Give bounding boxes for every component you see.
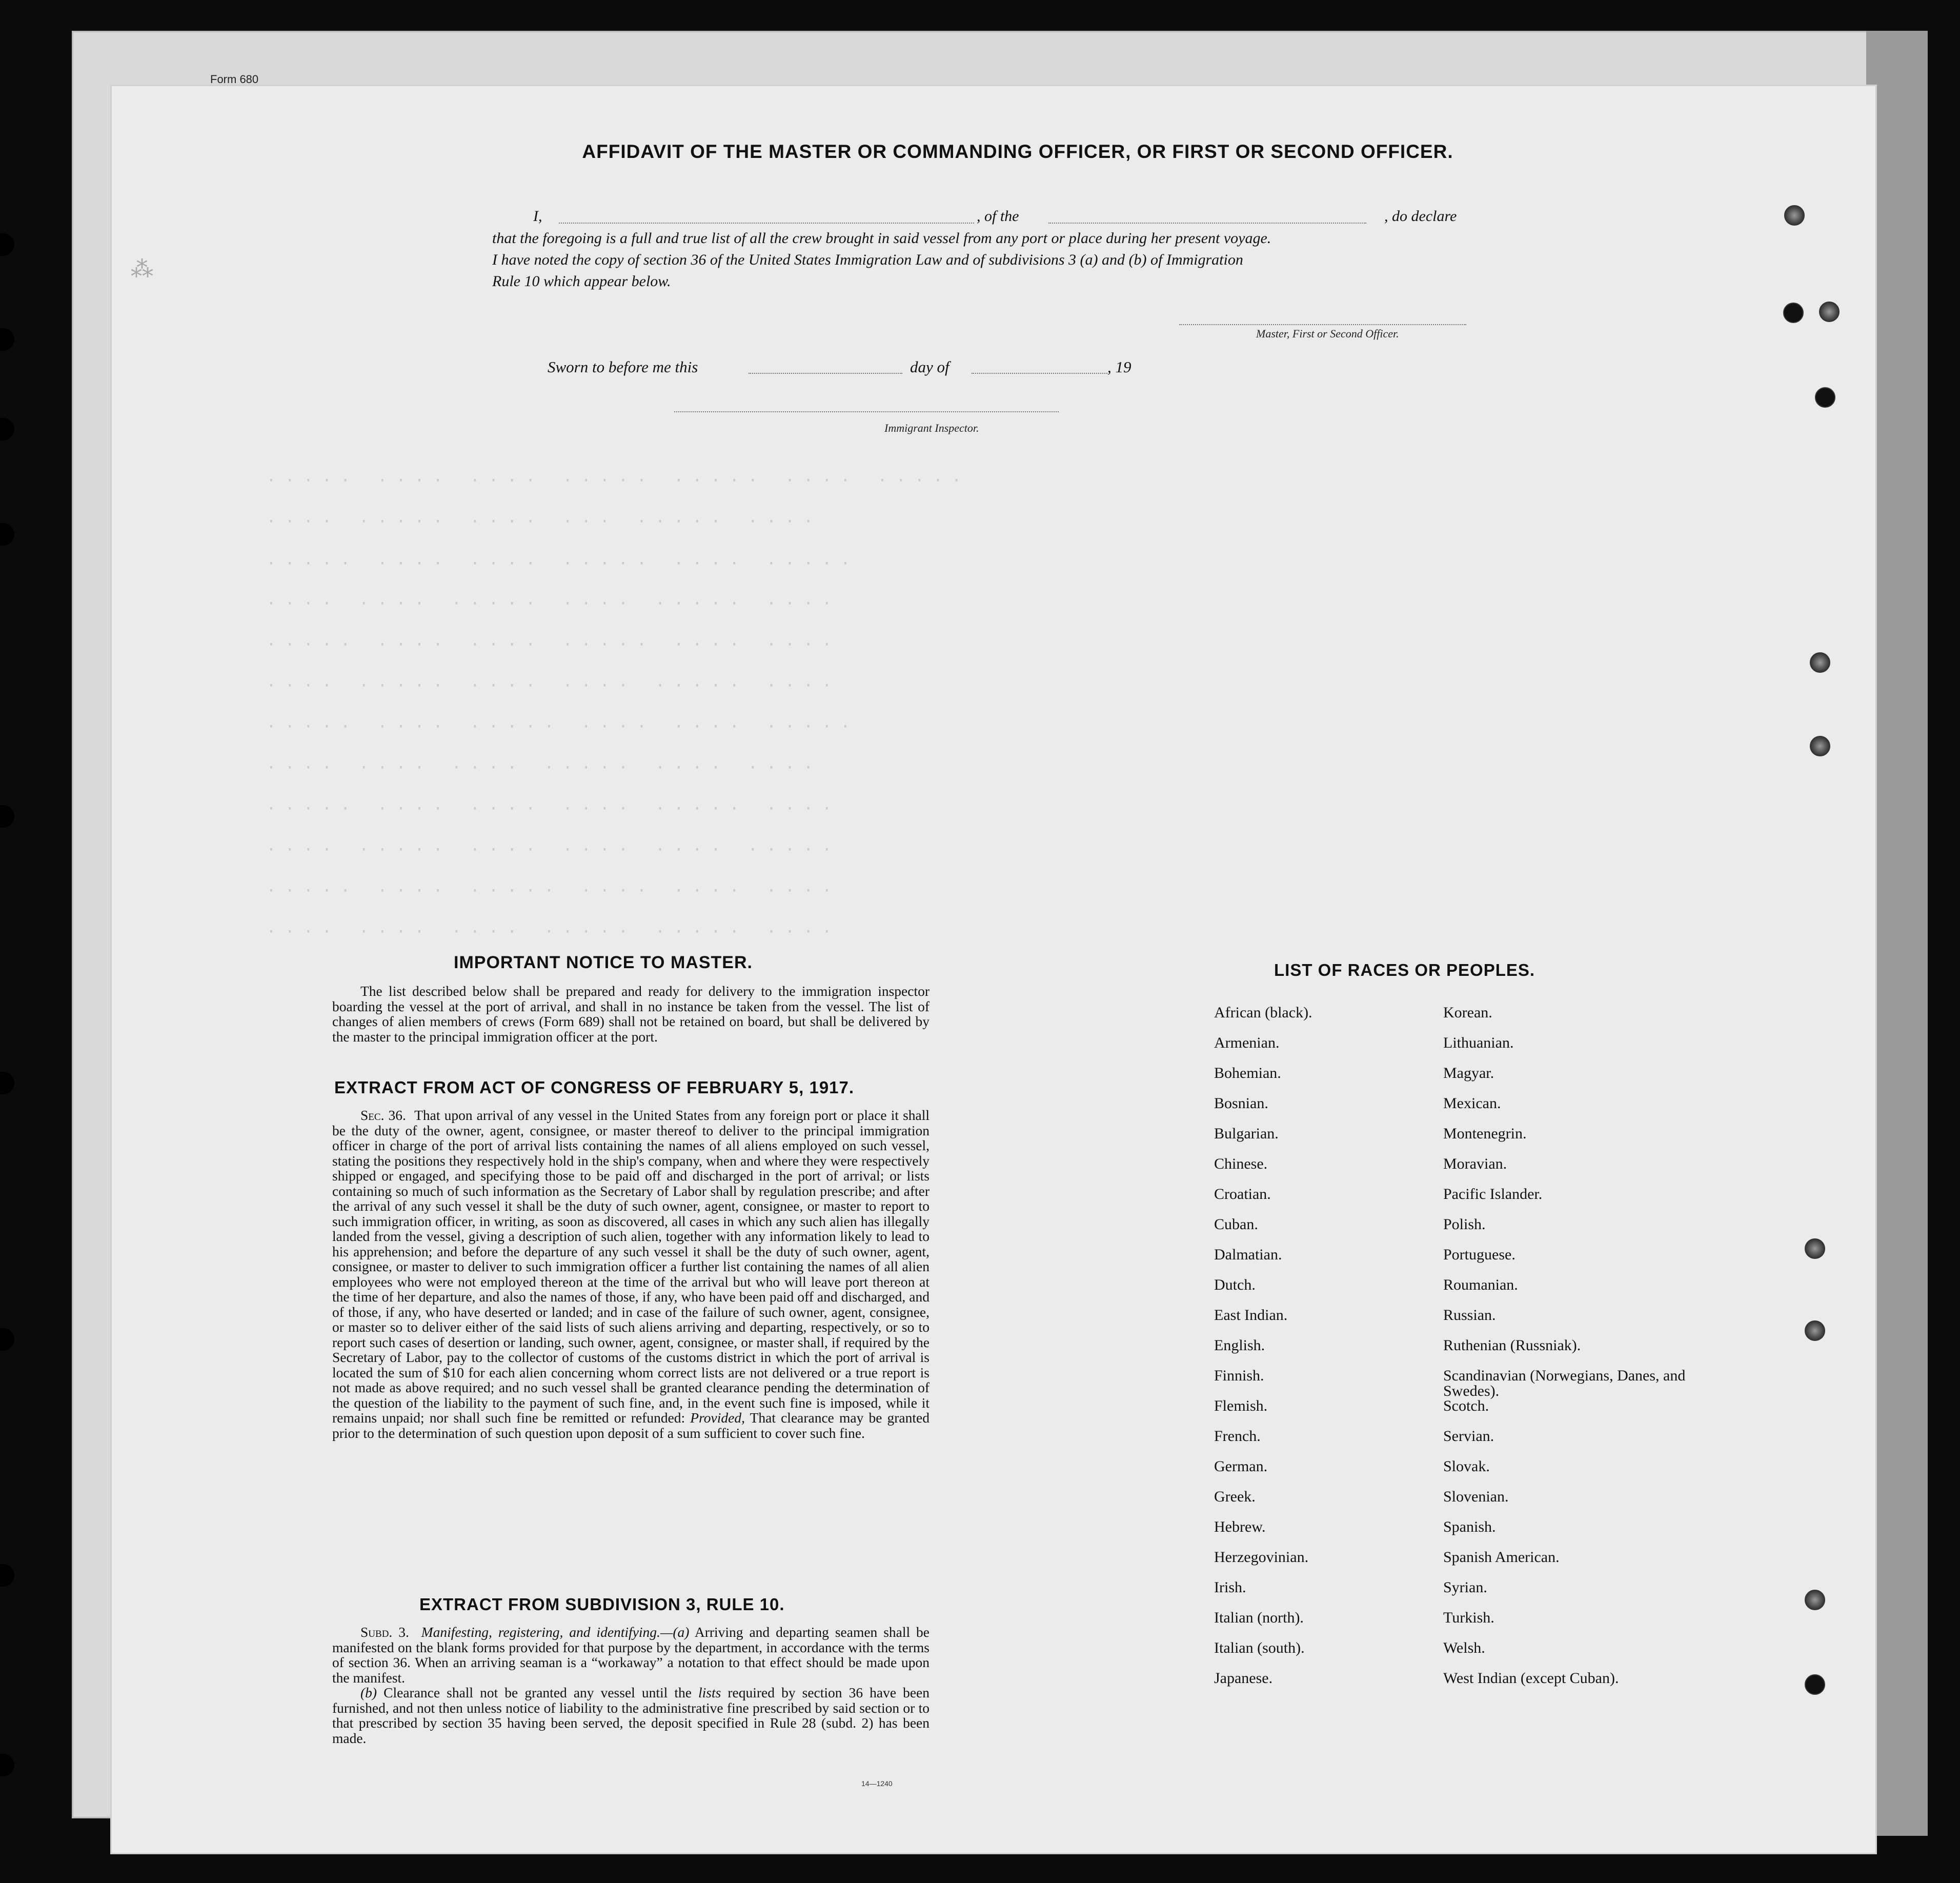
race-item: Pacific Islander. [1443, 1186, 1543, 1203]
rule-subd-b-label: (b) [360, 1685, 377, 1700]
race-item: Russian. [1443, 1307, 1496, 1324]
punch-hole [1810, 736, 1830, 756]
rule-subd-b [332, 1685, 930, 1746]
race-item: Spanish American. [1443, 1549, 1560, 1566]
race-item: Scotch. [1443, 1397, 1489, 1414]
binder-hole [0, 418, 14, 440]
race-item: Polish. [1443, 1216, 1486, 1233]
race-item: Hebrew. [1214, 1518, 1266, 1535]
binder-hole [0, 233, 14, 256]
binder-hole [0, 1754, 14, 1776]
punch-hole [1810, 652, 1830, 673]
punch-hole [1783, 303, 1804, 323]
sworn-day-of: day of [910, 358, 949, 376]
race-item: Magyar. [1443, 1065, 1494, 1081]
race-item: Lithuanian. [1443, 1034, 1514, 1051]
punch-hole [1805, 1320, 1825, 1341]
master-signature-caption: Master, First or Second Officer. [1256, 327, 1399, 340]
inspector-signature-caption: Immigrant Inspector. [884, 422, 979, 434]
act-section-label: Sec. 36. [360, 1107, 406, 1123]
race-item: Montenegrin. [1443, 1125, 1527, 1142]
bleed-through: · · · · · · · · · · · · · · · · · · · · · · · · · [267, 513, 813, 528]
declaration-of-the: , of the [977, 208, 1019, 225]
race-item: Syrian. [1443, 1579, 1487, 1596]
punch-hole [1805, 1674, 1825, 1695]
binder-hole [0, 523, 14, 546]
sworn-day-blank[interactable] [749, 372, 902, 374]
race-item: Slovak. [1443, 1458, 1490, 1475]
races-left-column [1214, 1005, 1312, 1701]
punch-hole [1784, 205, 1805, 226]
binder-hole [0, 1328, 14, 1351]
race-item: Spanish. [1443, 1518, 1496, 1535]
master-name-blank[interactable] [559, 222, 974, 224]
act-provided: Provided, [690, 1410, 745, 1426]
bleed-through: · · · · · · · · · · · · · · · · · · · · · · · · · · · · · · · · [267, 472, 961, 487]
race-item: Slovenian. [1443, 1488, 1509, 1505]
act-body-end: That clearance may be granted prior to the determination of such question upon deposit of a sum sufficient to cover such fine. [332, 1410, 930, 1441]
act-text [332, 1108, 930, 1440]
race-item: English. [1214, 1337, 1265, 1354]
binder-hole [0, 805, 14, 828]
act-paragraph [332, 1108, 930, 1440]
punch-hole [1815, 387, 1835, 408]
bleed-through: · · · · · · · · · · · · · · · · · · · · · · · · · · [267, 882, 832, 897]
race-item: Portuguese. [1443, 1246, 1516, 1263]
punch-hole [1819, 302, 1840, 322]
bleed-through: · · · · · · · · · · · · · · · · · · · · · · · · · · · [267, 555, 850, 570]
race-item: Roumanian. [1443, 1276, 1518, 1293]
race-item: Dalmatian. [1214, 1246, 1282, 1263]
notice-title: IMPORTANT NOTICE TO MASTER. [454, 953, 753, 972]
race-item: African (black). [1214, 1004, 1312, 1021]
race-item: Dutch. [1214, 1276, 1256, 1293]
race-item: Italian (north). [1214, 1609, 1304, 1626]
race-item: Welsh. [1443, 1639, 1485, 1656]
bleed-through: · · · · · · · · · · · · · · · · · · · · · · · · · · [267, 800, 832, 815]
rule-subd-b-post: required by section 36 have been furnished, and not then unless notice of liability to the administrative fine prescribed by said section or to that prescribed by section 35 having been served, the deposit specified in Rule 28 (subd. 2) has been made. [332, 1685, 930, 1746]
binder-hole [0, 1564, 14, 1587]
race-item: East Indian. [1214, 1307, 1288, 1324]
race-item: Bulgarian. [1214, 1125, 1279, 1142]
sworn-month-blank[interactable] [972, 372, 1107, 374]
sworn-year: , 19 [1107, 358, 1131, 376]
bleed-through: · · · · · · · · · · · · · · · · · · · · · · · · · · · [267, 718, 850, 733]
race-item: Chinese. [1214, 1155, 1268, 1172]
race-item: Herzegovinian. [1214, 1549, 1309, 1566]
rule-subd-b-lists: lists [698, 1685, 721, 1700]
declaration-line-4: Rule 10 which appear below. [492, 273, 671, 290]
race-item: French. [1214, 1428, 1261, 1445]
rule-text [332, 1625, 930, 1746]
races-right-column [1443, 1005, 1700, 1701]
race-item: Cuban. [1214, 1216, 1258, 1233]
form-number: Form 680 [210, 73, 259, 86]
master-signature-blank[interactable] [1179, 323, 1466, 325]
race-item: Italian (south). [1214, 1639, 1305, 1656]
inspector-signature-blank[interactable] [674, 410, 1059, 412]
bleed-through: · · · · · · · · · · · · · · · · · · · · · · · · · · [267, 595, 832, 610]
print-code: 14—1240 [861, 1779, 893, 1788]
race-item: German. [1214, 1458, 1268, 1475]
race-item: Scandinavian (Norwegians, Danes, and Swedes). [1443, 1367, 1686, 1399]
notice-text [332, 984, 930, 1044]
notice-paragraph: The list described below shall be prepared and ready for delivery to the immigration inspector boarding the vessel at the port of arrival, and shall in no instance be taken from the vessel. The list of changes of alien members of crews (Form 689) shall not be retained on board, but shall be delivered by the master to the principal immigration officer at the port. [332, 983, 930, 1045]
rule-subd-a [332, 1625, 930, 1685]
bleed-through: · · · · · · · · · · · · · · · · · · · · · · · · · · [267, 636, 832, 651]
declaration-line-3: I have noted the copy of section 36 of the United States Immigration Law and of subdivisions 3 (a) and (b) of Immigration [492, 251, 1243, 268]
race-item: Bosnian. [1214, 1095, 1268, 1112]
affidavit-title: AFFIDAVIT OF THE MASTER OR COMMANDING OFFICER, OR FIRST OR SECOND OFFICER. [582, 141, 1453, 162]
sworn-prefix: Sworn to before me this [548, 358, 698, 376]
race-item: West Indian (except Cuban). [1443, 1670, 1619, 1687]
races-title: LIST OF RACES OR PEOPLES. [1274, 960, 1535, 979]
declaration-line-2: that the foregoing is a full and true list of all the crew brought in said vessel from any port or place during her present voyage. [492, 230, 1271, 247]
rule-subd-a-text: Arriving and departing seamen shall be manifested on the blank forms provided for that purpose by the department, in accordance with the terms of section 36. When an arriving seaman is a “workaway” a notation to that effect should be made upon the manifest. [332, 1624, 930, 1686]
rule-title: EXTRACT FROM SUBDIVISION 3, RULE 10. [419, 1595, 785, 1614]
vessel-name-blank[interactable] [1048, 222, 1366, 224]
race-item: Turkish. [1443, 1609, 1494, 1626]
race-item: Croatian. [1214, 1186, 1271, 1203]
bleed-through: · · · · · · · · · · · · · · · · · · · · · · · · · [267, 759, 813, 774]
race-item: Armenian. [1214, 1034, 1280, 1051]
act-title: EXTRACT FROM ACT OF CONGRESS OF FEBRUARY 5, 1917. [334, 1078, 855, 1097]
binder-hole [0, 1072, 14, 1094]
bleed-through: · · · · · · · · · · · · · · · · · · · · · · · · · · [267, 841, 832, 856]
punch-hole [1805, 1590, 1825, 1610]
declaration-declare: , do declare [1384, 208, 1457, 225]
race-item: Japanese. [1214, 1670, 1273, 1687]
act-body: That upon arrival of any vessel in the United States from any foreign port or place it shall be the duty of the owner, agent, consignee, or master thereof to deliver to the principal immigration officer in charge of the port of arrival lists containing the names of all aliens employed on such vessel, stating the positions they respectively hold in the ship's company, when and where they were respectively shipped or engaged, and specifying those to be paid off and discharged in the port of arrival; or lists containing so much of such information as the Secretary of Labor shall by regulation prescribe; and after the arrival of any such vessel it shall be the duty of such owner, agent, consignee, or master to report to such immigration officer, in writing, as soon as discovered, all cases in which any such alien has illegally landed from the vessel, giving a description of such alien, together with any information likely to lead to his apprehension; and before the departure of any such vessel it shall be the duty of such owner, agent, consignee, or master to deliver to such immigration officer a further list containing the names of all alien employees who were not employed thereon at the time of the arrival but who will leave port thereon at the time of her departure, and also the names of those, if any, who have been paid off and discharged, and of those, if any, who have deserted or landed; and in case of the failure of such owner, agent, consignee, or master so to deliver either of the said lists of such aliens arriving and departing, respectively, or so to report such cases of desertion or landing, such owner, agent, consignee, or master shall, if required by the Secretary of Labor, pay to the collector of customs of the customs district in which the port of arrival is located the sum of $10 for each alien concerning whom correct lists are not delivered or a true report is not made as above required; and no such vessel shall be granted clearance pending the determination of the question of the liability to the payment of such fine, and, in the event such fine is imposed, while it remains unpaid; nor shall such fine be remitted or refunded: [332, 1107, 930, 1426]
race-item: Irish. [1214, 1579, 1246, 1596]
bleed-through: · · · · · · · · · · · · · · · · · · · · · · · · · · [267, 923, 832, 938]
margin-mark: ⁂ [131, 257, 153, 282]
race-item: Flemish. [1214, 1397, 1268, 1414]
bleed-through: · · · · · · · · · · · · · · · · · · · · · · · · · · [267, 677, 832, 692]
race-item: Servian. [1443, 1428, 1494, 1445]
punch-hole [1805, 1238, 1825, 1259]
race-item: Korean. [1443, 1004, 1492, 1021]
race-item: Greek. [1214, 1488, 1256, 1505]
race-item: Bohemian. [1214, 1065, 1281, 1081]
rule-subd-b-pre: Clearance shall not be granted any vessel until the [383, 1685, 692, 1700]
race-item: Moravian. [1443, 1155, 1507, 1172]
binder-hole [0, 328, 14, 351]
declaration-i: I, [533, 208, 542, 225]
rule-subd-label: Subd. 3. [360, 1624, 409, 1640]
race-item: Finnish. [1214, 1367, 1264, 1384]
race-item: Ruthenian (Russniak). [1443, 1337, 1581, 1354]
race-item: Mexican. [1443, 1095, 1501, 1112]
rule-subd-heading: Manifesting, registering, and identifying.—(a) [421, 1624, 690, 1640]
